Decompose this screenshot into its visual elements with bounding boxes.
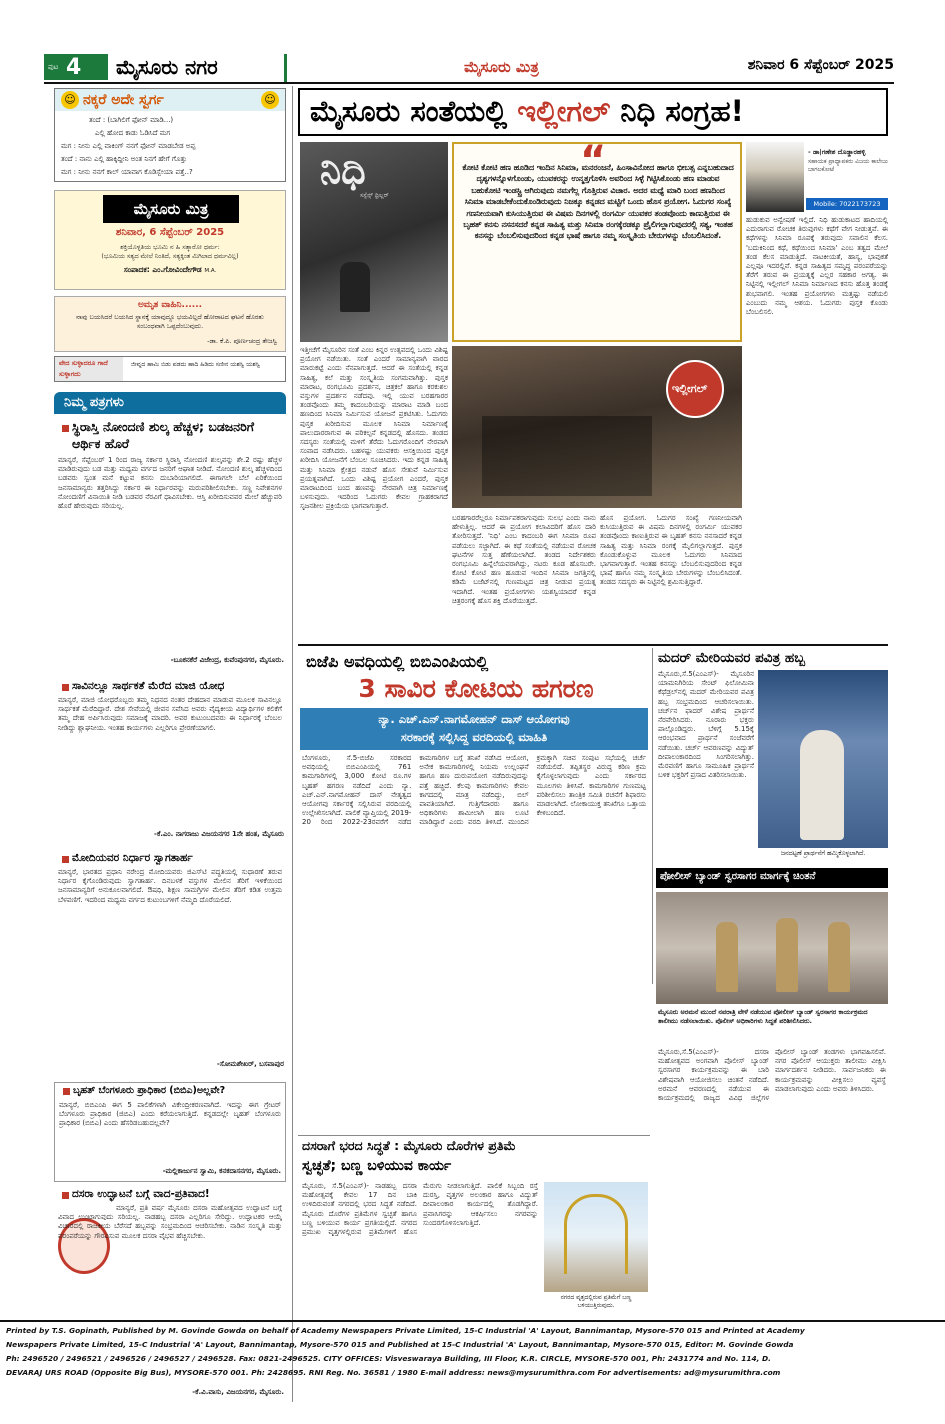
author-role: ಸಹಾಯಕ ಪ್ರಾಧ್ಯಾಪಕರು ವಿಜಯ ಕಾಲೇಜು ಬಾಗಲಕೋಟೆ <box>808 158 888 173</box>
footer-rule <box>0 1320 945 1322</box>
letter-headline: ಬೃಹತ್ ಬೆಂಗಳೂರು ಪ್ರಾಧಿಕಾರ (ಬಿಬಿಎ)ಅಲ್ಲವೇ? <box>73 1085 226 1096</box>
police-figure <box>828 922 850 992</box>
mother-mary-headline: ಮದರ್ ಮೇರಿಯವರ ಪವಿತ್ರ ಹಬ್ಬ <box>658 650 805 666</box>
joke-line: ತಂದೆ : (ಬಾಗಿಲಿಗೆ ಫೋನ್ ಮಾಡಿ...) <box>89 116 174 124</box>
joke-title: ನಕ್ಕರೆ ಅದೇ ಸ್ವರ್ಗ <box>83 92 164 108</box>
police-figure <box>716 922 738 992</box>
letters-title <box>54 392 286 414</box>
editor-suffix: M.A. <box>204 268 217 274</box>
bbmp-subhead-box <box>300 708 648 750</box>
lead-body-col4: ಹುಡುಕುವ ಅನ್ವೇಷಣೆ ಇಲ್ಲಿದೆ. ನಿಧಿ ಹುಡುಕಾಟದ ಹಾದಿಯಲ್ಲಿ ಎದುರಾಗುವ ರೋಚಕ ತಿರುವುಗಳು ಕಥೆಗೆ ವೇಗ ನೀಡುತ್ತವೆ. ಈ ಕಥೆಗಳನ್ನು ಸಿನಿಮಾ ರೂಪಕ್ಕೆ ತರುವುದು ಸವಾಲಿನ ಕೆಲಸ. 'ಬದುಕಿನಿಂದ ಕಥೆ, ಕಥೆಯಿಂದ ಸಿನಿಮಾ' ಎಂಬ ತತ್ವದ ಮೇಲೆ ತಂಡ ಕೆಲಸ ಮಾಡುತ್ತಿದೆ. ನಾಟಕೀಯತೆ, ಹಾಸ್ಯ, ಭಾವುಕತೆ ಎಲ್ಲವೂ ಇದರಲ್ಲಿವೆ. ಕನ್ನಡ ಸಾಹಿತ್ಯದ ಸಮೃದ್ಧ ಪರಂಪರೆಯನ್ನು ತೆರೆಗೆ ತರುವ ಈ ಪ್ರಯತ್ನಕ್ಕೆ ಎಲ್ಲರ ಸಹಕಾರ ಅಗತ್ಯ. ಈ ನಿಟ್ಟಿನಲ್ಲಿ ಇಲ್ಲೀಗಲ್ ಸಿನಿಮಾ ನಿರ್ಮಾಣದ ಕನಸು ಹೊತ್ತ ತಂಡಕ್ಕೆ ಶುಭವಾಗಲಿ. ಇಂತಹ ಪ್ರಯೋಗಗಳು ಮತ್ತಷ್ಟು ನಡೆಯಲಿ ಎಂಬುದು ನಮ್ಮ ಆಶಯ. ಓದುಗರು ಪುಸ್ತಕ ಕೊಂಡು ಬೆಂಬಲಿಸಲಿ. <box>746 216 888 317</box>
book-cover-title: ನಿಧಿ <box>320 148 366 192</box>
joke-line: ಮಗ : ನೀನು ಎಲ್ಲಿ ವಾಕಿಂಗ್ ನನಗೆ ಫೋನ್ ಮಾಡಬೇಡ ಅಪ್ಪ <box>61 142 196 150</box>
laughing-face-icon-2: ☺ <box>261 91 279 109</box>
dasara-headline-1: ದಸರಾಗೆ ಭರದ ಸಿದ್ಧತೆ : ಮೈಸೂರು ದೊರೆಗಳ ಪ್ರತಿಮೆ <box>302 1138 516 1153</box>
police-caption: ಮೈಸೂರು ಅರಮನೆ ಮುಂದೆ ನವರಾತ್ರಿ ವೇಳೆ ನಡೆಯುವ ಪೋಲೀಸ್ ಬ್ಯಾಂಡ್ ಸ್ವರಸಾಗರ ಕಾರ್ಯಕ್ರಮದ ತಾಲೀಮು ನಡೆಸಲಾಯಿತು. ಪೊಲೀಸ್ ಅಧಿಕಾರಿಗಳು ಸಿದ್ಧತೆ ಪರಿಶೀಲಿಸಿದರು. <box>658 1008 868 1025</box>
editor-line <box>55 265 285 275</box>
letter-body: ಮಾನ್ಯರೆ, ಸೆಪ್ಟೆಂಬರ್ 1 ರಿಂದ ರಾಜ್ಯ ಸರ್ಕಾರ ಸ್ಥಿರಾಸ್ತಿ ನೋಂದಣಿ ಶುಲ್ಕವನ್ನು ಶೇ.2 ರಷ್ಟು ಹೆಚ್ಚಳ ಮಾಡಿರುವುದು ಬಡ ಮತ್ತು ಮಧ್ಯಮ ವರ್ಗದ ಜನರಿಗೆ ಆಘಾತ ನೀಡಿದೆ. ನೋಂದಣಿ ಶುಲ್ಕ ಹೆಚ್ಚಳದಿಂದ ಬಡವರು ಸ್ವಂತ ಮನೆ ಕಟ್ಟುವ ಕನಸು ದುಬಾರಿಯಾಗಲಿದೆ. ಈಗಾಗಲೇ ಬೆಲೆ ಏರಿಕೆಯಿಂದ ಜನಸಾಮಾನ್ಯರು ತತ್ತರಿಸಿದ್ದು ಸರ್ಕಾರ ಈ ನಿರ್ಧಾರವನ್ನು ಮರುಪರಿಶೀಲಿಸಬೇಕು. ಸಣ್ಣ ನಿವೇಶನಗಳ ನೋಂದಣಿಗೆ ವಿನಾಯಿತಿ ನೀಡಿ ಬಡವರ ನೆರವಿಗೆ ಧಾವಿಸಬೇಕು. ಆಸ್ತಿ ಖರೀದಿಸುವವರ ಮೇಲೆ ಹೆಚ್ಚುವರಿ ಹೊರೆ ಹೇರುವುದು ಸರಿಯಲ್ಲ. <box>58 456 282 511</box>
joke-line: ಎಲ್ಲಿ ಹೋದ ಕಾಡು ಓಡಿಸಿದೆ ಮಗ <box>95 129 171 137</box>
paper-date: ಶನಿವಾರ, 6 ಸೆಪ್ಟೆಂಬರ್ 2025 <box>115 227 225 238</box>
letter-1 <box>54 418 286 674</box>
police-body: ಮೈಸೂರು,ಸೆ.5(ಎಂಎಸ್‌)- ದಸರಾ ಮಹೋತ್ಸವದ ಅಂಗವಾಗಿ ಪೊಲೀಸ್ ಬ್ಯಾಂಡ್ ಸ್ವರಸಾಗರ ಕಾರ್ಯಕ್ರಮವನ್ನು ಈ ಬಾರಿ ವಿಶೇಷವಾಗಿ ಆಯೋಜಿಸಲು ಚಿಂತನೆ ನಡೆದಿದೆ. ಅರಮನೆ ಆವರಣದಲ್ಲಿ ನಡೆಯುವ ಈ ಕಾರ್ಯಕ್ರಮದಲ್ಲಿ ರಾಜ್ಯದ ವಿವಿಧ ಜಿಲ್ಲೆಗಳ ಪೊಲೀಸ್ ಬ್ಯಾಂಡ್ ತಂಡಗಳು ಭಾಗವಹಿಸಲಿವೆ. ನಗರ ಪೊಲೀಸ್ ಆಯುಕ್ತರು ತಾಲೀಮು ವೀಕ್ಷಿಸಿ ಮಾರ್ಗದರ್ಶನ ನೀಡಿದರು. ಸಾರ್ವಜನಿಕರು ಈ ಕಾರ್ಯಕ್ರಮವನ್ನು ವೀಕ್ಷಿಸಲು ವ್ಯವಸ್ಥೆ ಮಾಡಲಾಗುವುದು ಎಂದು ಅವರು ತಿಳಿಸಿದರು. <box>658 1048 886 1103</box>
lead-body-col1: ಇತ್ತೀಚೆಗೆ ಮೈಸೂರಿನ ಸಂತೆ ಎಂಬ ಕಿನ್ನರ ಉತ್ಸವದಲ್ಲಿ ಒಂದು ವಿಶಿಷ್ಟ ಪ್ರಯೋಗ ನಡೆಯಿತು. ಸಂತೆ ಎಂದರೆ ಸಾಮಾನ್ಯವಾಗಿ ವಾರದ ಮಾರುಕಟ್ಟೆ ಎಂದು ನೆನಪಾಗುತ್ತದೆ. ಆದರೆ ಈ ಸಂತೆಯಲ್ಲಿ ಕನ್ನಡ ಸಾಹಿತ್ಯ, ಕಲೆ ಮತ್ತು ಸಂಸ್ಕೃತಿಯ ಸಂಗಮವಾಗಿತ್ತು. ಪುಸ್ತಕ ಮಾರಾಟ, ರಂಗಭೂಮಿ ಪ್ರದರ್ಶನ, ಚಿತ್ರಕಲೆ ಹಾಗೂ ಕರಕುಶಲ ವಸ್ತುಗಳ ಪ್ರದರ್ಶನ ನಡೆದವು. ಇಲ್ಲಿ ಯುವ ಬರಹಗಾರರ ತಂಡವೊಂದು ತಮ್ಮ ಕಾದಂಬರಿಯನ್ನು ಮಾರಾಟ ಮಾಡಿ ಬಂದ ಹಣದಿಂದ ಸಿನಿಮಾ ನಿರ್ಮಿಸುವ ಯೋಜನೆ ಪ್ರಕಟಿಸಿತು. ಓದುಗರು ಪುಸ್ತಕ ಖರೀದಿಸುವ ಮೂಲಕ ಸಿನಿಮಾ ನಿರ್ಮಾಣಕ್ಕೆ ಪಾಲುದಾರರಾಗುವ ಈ ಪರಿಕಲ್ಪನೆ ಕನ್ನಡದಲ್ಲಿ ಹೊಸದು. ತಂಡದ ಸದಸ್ಯರು ಸಂತೆಯಲ್ಲಿ ಮಳಿಗೆ ತೆರೆದು ಓದುಗರೊಂದಿಗೆ ನೇರವಾಗಿ ಸಂವಾದ ನಡೆಸಿದರು. ಬಹಳಷ್ಟು ಯುವಕರು ಆಸಕ್ತಿಯಿಂದ ಪುಸ್ತಕ ಖರೀದಿಸಿ ಯೋಜನೆಗೆ ಬೆಂಬಲ ಸೂಚಿಸಿದರು. ಇದು ಕನ್ನಡ ಸಾಹಿತ್ಯ ಮತ್ತು ಸಿನಿಮಾ ಕ್ಷೇತ್ರದ ನಡುವೆ ಹೊಸ ಸೇತುವೆ ನಿರ್ಮಿಸುವ ಪ್ರಯತ್ನವಾಗಿದೆ. ಒಂದು ವಿಶಿಷ್ಟ ಪ್ರಯೋಗ ಎಂದರೆ, ಪುಸ್ತಕ ಮಾರಾಟದಿಂದ ಬಂದ ಹಣವನ್ನು ನೇರವಾಗಿ ಚಿತ್ರ ನಿರ್ಮಾಣಕ್ಕೆ ಬಳಸುವುದು. ಇದರಿಂದ ಓದುಗರು ಕೇವಲ ಗ್ರಾಹಕರಾಗದೆ ಸೃಜನಶೀಲ ಪ್ರಕ್ರಿಯೆಯ ಭಾಗವಾಗುತ್ತಾರೆ. <box>300 346 448 511</box>
letters-title-text: ನಿಮ್ಮ ಪತ್ರಗಳು <box>64 395 124 410</box>
book-cover-subtitle: ಸಸ್ಪೆನ್ಸ್ ಥ್ರಿಲ್ಲರ್ <box>360 192 389 199</box>
police-band-photo <box>656 892 888 1004</box>
author-mobile: Mobile: 7022173723 <box>806 198 888 210</box>
mother-mary-body: ಮೈಸೂರು,ಸೆ.5(ಎಂಎಸ್‌)- ಮೈಸೂರಿನ ಯಾಮನಿಗಿರಿಯ ಸೇಂಟ್ ಫಿಲೋಮಿನಾ ಕೆಥೆಡ್ರಲ್‌ನಲ್ಲಿ ಮದರ್ ಮೇರಿಯವರ ಪವಿತ್ರ ಹಬ್ಬ ಸಂಭ್ರಮದಿಂದ ಆಚರಿಸಲಾಯಿತು. ಚರ್ಚ್‌ನ ಫಾದರ್ ವಿಶೇಷ ಪ್ರಾರ್ಥನೆ ನೆರವೇರಿಸಿದರು. ನೂರಾರು ಭಕ್ತರು ಪಾಲ್ಗೊಂಡಿದ್ದರು. ಬೆಳಿಗ್ಗೆ 5.15ಕ್ಕೆ ಆರಂಭವಾದ ಪ್ರಾರ್ಥನೆ ಸಂಜೆವರೆಗೆ ನಡೆಯಿತು. ಚರ್ಚ್ ಆವರಣವನ್ನು ವಿದ್ಯುತ್ ದೀಪಾಲಂಕಾರದಿಂದ ಸಿಂಗರಿಸಲಾಗಿತ್ತು. ಮೆರವಣಿಗೆ ಹಾಗೂ ಸಾಮೂಹಿಕ ಪ್ರಾರ್ಥನೆ ಬಳಿಕ ಭಕ್ತರಿಗೆ ಪ್ರಸಾದ ವಿತರಿಸಲಾಯಿತು. <box>658 670 754 780</box>
pull-quote-text: ಕೋಟಿ ಕೋಟಿ ಹಣ ಹೂಡಿದ ಇಂದಿನ ಸಿನಿಮಾ, ಮನರಂಜನೆ, ಹಿಂಸಾವಿನೋದ ಹಾಗೂ ಭೀಬತ್ಸ ಎನ್ನಬಹುದಾದ ದೃಶ್ಯಗಳನ್ನೊಳಗೊಂಡು, ಯುವಕರನ್ನು ಉನ್ಮತ್ತಗೊಳಿಸಿ ಅವರಿಂದ ಸಿಳ್ಳೆ ಗಿಟ್ಟಿಸಿಕೊಂಡು ಹಣ ಮಾಡುವ ಬಹುಕೋಟಿ ಇಂಡಸ್ಟ್ರಿ ಆಗಿರುವುದು ನಮಗೆಲ್ಲ ಗೊತ್ತಿರುವ ವಿಚಾರ. ಅದರ ಮಧ್ಯೆ ಮಾರಿ ಬಂದ ಹಣದಿಂದ ಸಿನಿಮಾ ಮಾಡಬೇಕೆಂದುಕೊಂಡಿರುವುದು ನಿಜಕ್ಕೂ ಕನ್ನಡದ ಮಟ್ಟಿಗೆ ಒಂದು ಹೊಸ ಪ್ರಯೋಗ. ಓದುಗರ ಸಂಖ್ಯೆ ಗಣನೀಯವಾಗಿ ಕುಸಿಯುತ್ತಿರುವ ಈ ವಿಷಮ ದಿನಗಳಲ್ಲಿ ರಂಗರ್ಮಿ ಯುವಕರ ತಂಡವೊಂದು ಕಾಣುತ್ತಿರುವ ಈ ಬೃಹತ್ ಕನಸು ನಸನಸದರೆ ಕನ್ನಡ ಸಾಹಿತ್ಯ ಮತ್ತು ಸಿನಿಮಾ ರಂಗಕ್ಕೆರಡಕ್ಕೂ ಪ್ರೈಲಿಗಲ್ಲಾಗುವುದರಲ್ಲಿ ಸತ್ಯ, ಇಂತಹ ಕನಸನ್ನು ಬೆಂಬಲಿಸುವುದರಿಂದ ಕನ್ನಡ ಭಾಷೆ ಹಾಗೂ ನಮ್ಮ ಸಂಸ್ಕೃತಿಯ ಬೇರುಗಳನ್ನು ಬೆಂಬಲಿಸಿದಂತೆ. <box>462 163 734 241</box>
mother-mary-caption: ಜನದಟ್ಟಣೆ ಪ್ರಾರ್ಥನೆಗೆ ಹಮ್ಮಿಕೊಳ್ಳಲಾಗಿದೆ. <box>780 850 866 857</box>
joke-line: ಮಗ : ನೀನು ನನಗೆ ಕಾಲ್ ಯಾವಾಗ ಕೊಡಿಸ್ಬೇಯಾ ಪತ್ತೆ..? <box>61 168 193 176</box>
statue-figure <box>800 730 844 840</box>
page-number: 4 <box>66 54 82 80</box>
joke-lines <box>61 114 281 179</box>
movie-poster-title-text: ಇಲ್ಲೀಗಲ್ <box>672 382 708 395</box>
edition-date: ಶನಿವಾರ 6 ಸೆಪ್ಟೆಂಬರ್ 2025 <box>747 57 894 73</box>
mother-mary-story <box>656 650 888 866</box>
dasara-body: ಮೈಸೂರು, ಸೆ.5(ಎಂಎಸ್‌)- ನಾಡಹಬ್ಬ ದಸರಾ ಮಹೋತ್ಸವಕ್ಕೆ ಕೇವಲ 17 ದಿನ ಬಾಕಿ ಉಳಿದಿರುವಂತೆ ನಗರದಲ್ಲಿ ಭರದ ಸಿದ್ಧತೆ ನಡೆದಿದೆ. ಮೈಸೂರು ದೊರೆಗಳ ಪ್ರತಿಮೆಗಳ ಸ್ವಚ್ಛತೆ ಹಾಗೂ ಬಣ್ಣ ಬಳಿಯುವ ಕಾರ್ಯ ಪ್ರಗತಿಯಲ್ಲಿದೆ. ನಗರದ ಪ್ರಮುಖ ವೃತ್ತಗಳಲ್ಲಿರುವ ಪ್ರತಿಮೆಗಳಿಗೆ ಹೊಸ ಮೆರುಗು ನೀಡಲಾಗುತ್ತಿದೆ. ಪಾಲಿಕೆ ಸಿಬ್ಬಂದಿ ರಸ್ತೆ ದುರಸ್ತಿ, ವೃತ್ತಗಳ ಅಲಂಕಾರ ಹಾಗೂ ವಿದ್ಯುತ್ ದೀಪಾಲಂಕಾರ ಕಾರ್ಯದಲ್ಲಿ ತೊಡಗಿದ್ದಾರೆ. ಪ್ರವಾಸಿಗರನ್ನು ಆಕರ್ಷಿಸಲು ನಗರವನ್ನು ಸುಂದರಗೊಳಿಸಲಾಗುತ್ತಿದೆ. <box>302 1182 538 1237</box>
joke-line: ತಂದೆ : ನಾನು ಎಲ್ಲಿ ಹಾಕ್ಕಿದ್ದೀನಿ ಅಂತ ನಿನಗೆ ಹೇಗೆ ಗೊತ್ತು <box>61 155 187 163</box>
page-label: ಪುಟ <box>48 62 59 71</box>
lead-headline-box <box>298 88 888 136</box>
bbmp-story <box>298 650 650 984</box>
book-cover-figure <box>340 262 370 312</box>
masthead-rule <box>44 82 894 84</box>
veda-proverb: ವೇದ ಸುಳ್ಳಾದರೂ ಗಾದೆ ಸುಳ್ಳಾಗದು <box>55 357 123 381</box>
veda-box <box>54 356 286 382</box>
pull-quote-box <box>452 138 742 342</box>
letter-bullet <box>62 425 69 432</box>
letter-bullet <box>62 684 69 691</box>
author-name: - ಡಾ|ಗಣೇಶ ದೊಡ್ಡಾರಹಳ್ಳಿ <box>808 148 866 156</box>
page-number-badge <box>44 54 108 80</box>
bbmp-subhead-2: ಸರಕಾರಕ್ಕೆ ಸಲ್ಲಿಸಿದ್ದ ವರದಿಯಲ್ಲಿ ಮಾಹಿತಿ <box>400 730 548 744</box>
movie-poster-title <box>666 360 724 418</box>
author-photo <box>746 142 804 212</box>
lead-body-col3: ಹೊಸ ಪ್ರಯೋಗ. ಓದುಗರ ಸಂಖ್ಯೆ ಗಣನೀಯವಾಗಿ ಕುಸಿಯುತ್ತಿರುವ ಈ ವಿಷಮ ದಿನಗಳಲ್ಲಿ ರಂಗರ್ಮಿ ಯುವಕರ ತಂಡವೊಂದು ಕಾಣುತ್ತಿರುವ ಈ ಬೃಹತ್ ಕನಸು ನನಸಾದರೆ ಕನ್ನಡ ಸಾಹಿತ್ಯ ಮತ್ತು ಸಿನಿಮಾ ರಂಗಕ್ಕೆ ಮೈಲಿಗಲ್ಲಾಗುತ್ತದೆ. ಪುಸ್ತಕ ಕೊಂಡುಕೊಳ್ಳುವ ಮೂಲಕ ಓದುಗರು ಸಿನಿಮಾದ ಭಾಗವಾಗುತ್ತಾರೆ. ಇಂತಹ ಕನಸನ್ನು ಬೆಂಬಲಿಸುವುದರಿಂದ ಕನ್ನಡ ಭಾಷೆ ಹಾಗೂ ನಮ್ಮ ಸಂಸ್ಕೃತಿಯ ಬೇರುಗಳನ್ನು ಬೆಂಬಲಿಸಿದಂತೆ. ತಂಡದ ಸದಸ್ಯರು ಈ ನಿಟ್ಟಿನಲ್ಲಿ ಶ್ರಮಿಸುತ್ತಿದ್ದಾರೆ. <box>600 514 742 587</box>
letter-signature: -ಕೆ.ಎಂ. ನಾಗರಾಜು ವಿಜಯನಗರ 1ನೇ ಹಂತ, ಮೈಸೂರು <box>154 830 284 838</box>
paper-logo: ಮೈಸೂರು ಮಿತ್ರ <box>103 195 239 223</box>
imprint-line-1: Printed by T.S. Gopinath, Published by M. Govinde Gowda on behalf of Academy Newspapers Private Limited, 15-C Industrial 'A' Layout, Bannimantap, Mysore-570 015 and Printed at Academy <box>6 1326 805 1335</box>
amrutha-box <box>54 296 286 352</box>
letter-body: ಮಾನ್ಯರೆ, ಮಾಜಿ ಯೋಧರೊಬ್ಬರು ತಮ್ಮ ನಿಧನದ ನಂತರ ದೇಹದಾನ ಮಾಡುವ ಮೂಲಕ ಸಾವಿನಲ್ಲೂ ಸಾರ್ಥಕತೆ ಮೆರೆದಿದ್ದಾರೆ. ದೇಶ ಸೇವೆಯಲ್ಲಿ ಜೀವನ ಸವೆಸಿದ ಅವರು ವೈದ್ಯಕೀಯ ವಿದ್ಯಾರ್ಥಿಗಳ ಕಲಿಕೆಗೆ ತಮ್ಮ ದೇಹ ಅರ್ಪಿಸಿರುವುದು ಸಮಾಜಕ್ಕೆ ಮಾದರಿ. ಅವರ ಕುಟುಂಬದವರು ಈ ನಿರ್ಧಾರಕ್ಕೆ ಬೆಂಬಲ ನೀಡಿದ್ದು ಶ್ಲಾಘನೀಯ. ಇಂತಹ ಕಾರ್ಯಗಳು ಎಲ್ಲರಿಗೂ ಪ್ರೇರಣೆಯಾಗಲಿ. <box>58 696 282 732</box>
lead-body-col2: ಬರಹಗಾರರೆಲ್ಲರೂ ನಿರ್ಮಾಪಕರಾಗುವುದು ಸುಲಭ ಎಂದು ನಾನು ಹೇಳುತ್ತಿಲ್ಲ. ಆದರೆ ಈ ಪ್ರಯೋಗ ಕಲಾವಿದರಿಗೆ ಹೊಸ ದಾರಿ ತೋರಿಸುತ್ತದೆ. 'ನಿಧಿ' ಎಂಬ ಕಾದಂಬರಿ ಈಗ ಸಿನಿಮಾ ರೂಪ ಪಡೆಯಲು ಸಜ್ಜಾಗಿದೆ. ಈ ಕಥೆ ಸಂತೆಯಲ್ಲಿ ನಡೆಯುವ ರೋಚಕ ಘಟನೆಗಳ ಸುತ್ತ ಹೆಣೆಯಲಾಗಿದೆ. ತಂಡದ ನಿರ್ದೇಶಕರು ರಂಗಭೂಮಿ ಹಿನ್ನೆಲೆಯವರಾಗಿದ್ದು, ನಟರು ಕೂಡ ಹೊಸಬರೇ. ಕೋಟಿ ಕೋಟಿ ಹಣ ಹೂಡುವ ಇಂದಿನ ಸಿನಿಮಾ ಜಗತ್ತಿನಲ್ಲಿ ಕಡಿಮೆ ಬಜೆಟ್‌ನಲ್ಲಿ ಗುಣಮಟ್ಟದ ಚಿತ್ರ ನೀಡುವ ಪ್ರಯತ್ನ ಇದಾಗಿದೆ. ಇಂತಹ ಪ್ರಯೋಗಗಳು ಯಶಸ್ವಿಯಾದರೆ ಕನ್ನಡ ಚಿತ್ರರಂಗಕ್ಕೆ ಹೊಸ ಶಕ್ತಿ ದೊರೆಯುತ್ತದೆ. <box>452 514 596 605</box>
dasara-caption: ನಗರದ ವೃತ್ತದಲ್ಲಿರುವ ಪ್ರತಿಮೆಗೆ ಬಣ್ಣ ಬಳಿಯುತ್ತಿರುವುದು. <box>560 1294 632 1309</box>
laughing-face-icon: ☺ <box>61 91 79 109</box>
letter-signature: -ಬೂಕನಕೆರೆ ವಿಜೇಂದ್ರ, ಕುವೆಂಪುನಗರ, ಮೈಸೂರು. <box>170 656 284 664</box>
imprint-footer <box>6 1324 939 1384</box>
letter-signature: -ಮಲ್ಲಿಕಾರ್ಜುನ ಸ್ವಾಮಿ, ಕನಕದಾಸನಗರ, ಮೈಸೂರು. <box>162 1167 281 1175</box>
letter-signature: -ಸೋಮಶೇಖರ್, ಬಸವಾಪುರ <box>216 1060 284 1068</box>
letter-headline: ಸಾವಿನಲ್ಲೂ ಸಾರ್ಥಕತೆ ಮೆರೆದ ಮಾಜಿ ಯೋಧ <box>72 680 225 692</box>
letter-body: ಮಾನ್ಯರೆ, ಪ್ರತಿ ವರ್ಷ ಮೈಸೂರು ದಸರಾ ಮಹೋತ್ಸವದ ಉದ್ಘಾಟನೆ ಬಗ್ಗೆ ವಿವಾದ ಉಂಟಾಗುವುದು ಸರಿಯಲ್ಲ. ನಾಡಹಬ್ಬ ದಸರಾ ಎಲ್ಲರಿಗೂ ಸೇರಿದ್ದು. ಉದ್ಘಾಟಕರ ಆಯ್ಕೆ ವಿಚಾರದಲ್ಲಿ ರಾಜಕೀಯ ಬೆರೆಸದೆ ಹಬ್ಬವನ್ನು ಸಂಭ್ರಮದಿಂದ ಆಚರಿಸಬೇಕು. ನಾಡಿನ ಸಂಸ್ಕೃತಿ ಮತ್ತು ಪರಂಪರೆಯನ್ನು ಗೌರವಿಸುವ ಮೂಲಕ ದಸರಾ ವೈಭವ ಹೆಚ್ಚಿಸಬೇಕು. <box>58 1204 282 1240</box>
imprint-line-3: Ph: 2496520 / 2496521 / 2496526 / 2496527 / 2496528. Fax: 0821-2496525. CITY OFFICES: Visveswaraya Building, III Floor, K.R. CIRCLE, MYSORE-570 001, Ph: 2431774 and No. 114, D. <box>6 1354 771 1363</box>
dasara-headline-2: ಸ್ವಚ್ಛತೆ; ಬಣ್ಣ ಬಳಿಯುವ ಕಾರ್ಯ <box>302 1158 452 1174</box>
joke-box <box>54 88 286 182</box>
column-divider <box>292 86 293 1402</box>
imprint-line-4: DEVARAJ URS ROAD (Opposite Big Bus), MYSORE-570 001. Ph: 2428695. RNI Reg. No. 36581 / 1980 E-mail address: news@mysurumithra.com For advertisements: ad@mysurumithra.com <box>6 1368 781 1377</box>
paper-box <box>54 190 286 290</box>
movie-poster-image <box>452 346 742 508</box>
section-title: ಮೈಸೂರು ನಗರ <box>116 55 218 79</box>
letter-headline: ಮೋದಿಯವರ ನಿರ್ಧಾರ ಸ್ವಾಗತಾರ್ಹ <box>72 852 193 864</box>
statue-canopy <box>564 1194 628 1274</box>
letter-signature: -ಕೆ.ವಿ.ವಾಸು, ವಿಜಯನಗರ, ಮೈಸೂರು. <box>192 1388 284 1396</box>
police-headline: ಪೋಲೀಸ್ ಬ್ಯಾಂಡ್ ಸ್ವರಸಾಗರ ಮಾರ್ಗಕ್ಕೆ ಚಿಂತನೆ <box>660 871 816 882</box>
lead-bottom-rule <box>298 644 888 646</box>
letters-section <box>54 392 286 1402</box>
bbmp-divider <box>652 648 653 984</box>
letter-headline: ದಸರಾ ಉದ್ಘಾಟನೆ ಬಗ್ಗೆ ವಾದ-ಪ್ರತಿವಾದ! <box>72 1188 210 1200</box>
editor-name: ಸಂಪಾದಕ: ಎಂ.ಗೋವಿಂದೇಗೌಡ <box>123 265 202 274</box>
letter-bullet <box>62 856 69 863</box>
letter-4 <box>54 1082 286 1182</box>
author-box <box>746 142 888 212</box>
letter-2 <box>54 680 286 846</box>
lead-headline-part1: ಮೈಸೂರು ಸಂತೆಯಲ್ಲಿ <box>310 94 518 128</box>
subhashita-meaning: (ಭೂಮಿಯ ಸತ್ಯದ ಮೇಲೆ ನಿಂತಿದೆ, ಸತ್ಯಕ್ಕಿಂತ ಮಿಗಿಲಾದ ಧರ್ಮವಿಲ್ಲ) <box>101 253 239 260</box>
subhashita: ಶಕ್ತಿಯೊಳ್ಳತಿಯ ಭೂಮಿ ನ ಹಿ ಸತ್ಕಾರೋ ಧರ್ಮ: <box>120 243 220 251</box>
book-cover-image <box>300 142 448 342</box>
amrutha-author: -ಡಾ. ಕೆ.ಪಿ. ಪೂರ್ಣಚಂದ್ರ ತೇಜಸ್ವಿ <box>207 337 277 345</box>
dasara-story <box>298 1138 650 1309</box>
mother-mary-photo <box>758 670 888 848</box>
lead-headline-highlight: ಇಲ್ಲೀಗಲ್ <box>517 94 611 128</box>
paper-name: ಮೈಸೂರು ಮಿತ್ರ <box>464 58 539 76</box>
veda-note: ಜೀವ್ನದ ಹಾಮಿ ಬಿಡು ಪಡದು ಹಾದಿ ಹಿಡಿದು ಸಣೀನ ಯಶಸ್ವಿ ಯಶಸ್ವಿ <box>131 361 261 368</box>
bbmp-headline: 3 ಸಾವಿರ ಕೋಟಿಯ ಹಗರಣ <box>358 674 594 703</box>
movie-poster-cast <box>482 416 652 496</box>
letter-3 <box>54 852 286 1076</box>
masthead-divider <box>284 54 287 82</box>
bbmp-body: ಬೆಂಗಳೂರು, ಸೆ.5-ಬಿಜೆಪಿ ಸರಕಾರದ ಅವಧಿಯಲ್ಲಿ ಬಿಬಿಎಂಪಿಯಲ್ಲಿ 761 ಕಾಮಗಾರಿಗಳಲ್ಲಿ 3,000 ಕೋಟಿ ರೂ.ಗಳ ಬೃಹತ್ ಹಗರಣ ನಡೆದಿದೆ ಎಂದು ನ್ಯಾ. ಎಚ್.ಎನ್.ನಾಗಮೋಹನ್ ದಾಸ್ ನೇತೃತ್ವದ ಆಯೋಗವು ಸರ್ಕಾರಕ್ಕೆ ಸಲ್ಲಿಸಿರುವ ವರದಿಯಲ್ಲಿ ಉಲ್ಲೇಖಿಸಲಾಗಿದೆ. ಪಾಲಿಕೆ ವ್ಯಾಪ್ತಿಯಲ್ಲಿ 2019-20 ರಿಂದ 2022-23ರವರೆಗೆ ನಡೆದ ಕಾಮಗಾರಿಗಳ ಬಗ್ಗೆ ತನಿಖೆ ನಡೆಸಿದ ಆಯೋಗ, ಅನೇಕ ಕಾಮಗಾರಿಗಳಲ್ಲಿ ನಿಯಮ ಉಲ್ಲಂಘನೆ ಹಾಗೂ ಹಣ ದುರುಪಯೋಗ ನಡೆದಿರುವುದನ್ನು ಪತ್ತೆ ಹಚ್ಚಿದೆ. ಕೆಲವು ಕಾಮಗಾರಿಗಳು ಕೇವಲ ಕಾಗದದಲ್ಲಿ ಮಾತ್ರ ನಡೆದಿದ್ದು, ಬಿಲ್ ಪಾವತಿಯಾಗಿದೆ. ಗುತ್ತಿಗೆದಾರರು ಹಾಗೂ ಅಧಿಕಾರಿಗಳು ಶಾಮೀಲಾಗಿ ಹಣ ಲೂಟಿ ಮಾಡಿದ್ದಾರೆ ಎಂದು ವರದಿ ತಿಳಿಸಿದೆ. ಮುಂದಿನ ಕ್ರಮಕ್ಕಾಗಿ ಸಚಿವ ಸಂಪುಟ ಸಭೆಯಲ್ಲಿ ಚರ್ಚೆ ನಡೆಯಲಿದೆ. ತಪ್ಪಿತಸ್ಥರ ವಿರುದ್ಧ ಕಠಿಣ ಕ್ರಮ ಕೈಗೊಳ್ಳಲಾಗುವುದು ಎಂದು ಸರ್ಕಾರದ ಮೂಲಗಳು ತಿಳಿಸಿವೆ. ಕಾಮಗಾರಿಗಳ ಗುಣಮಟ್ಟ ಪರಿಶೀಲಿಸಲು ತಾಂತ್ರಿಕ ಸಮಿತಿ ರಚನೆಗೆ ಶಿಫಾರಸು ಮಾಡಲಾಗಿದೆ. ಲೋಕಾಯುಕ್ತ ತನಿಖೆಗೂ ಒತ್ತಾಯ ಕೇಳಿಬಂದಿದೆ. <box>302 754 646 827</box>
police-headline-box <box>656 868 888 888</box>
imprint-line-2: Newspapers Private Limited, 15-C Industrial 'A' Layout, Bannimantap, Mysore-570 015 and Published at 15-C Industrial 'A' Layout, Bannimantap, Mysore-570 015, Editor: M. Govinde Gowda <box>6 1340 794 1349</box>
police-figure <box>776 918 798 992</box>
letter-body: ಮಾನ್ಯರೆ, ಭಾರತದ ಪ್ರಧಾನಿ ನರೇಂದ್ರ ಮೋದಿಯವರು ಜಿಎಸ್‌ಟಿ ಪದ್ಧತಿಯಲ್ಲಿ ಸುಧಾರಣೆ ತರುವ ನಿರ್ಧಾರ ಕೈಗೊಂಡಿರುವುದು ಸ್ವಾಗತಾರ್ಹ. ದಿನಬಳಕೆ ವಸ್ತುಗಳ ಮೇಲಿನ ತೆರಿಗೆ ಇಳಿಕೆಯಿಂದ ಜನಸಾಮಾನ್ಯರಿಗೆ ಅನುಕೂಲವಾಗಲಿದೆ. ಔಷಧಿ, ಶಿಕ್ಷಣ ಸಾಮಗ್ರಿಗಳ ಮೇಲಿನ ತೆರಿಗೆ ಕಡಿತ ಉತ್ತಮ ಬೆಳವಣಿಗೆ. ಇದರಿಂದ ಮಧ್ಯಮ ವರ್ಗದ ಕುಟುಂಬಗಳಿಗೆ ನೆಮ್ಮದಿ ದೊರೆಯಲಿದೆ. <box>58 868 282 904</box>
amrutha-title: ಅಮೃತ ವಾಹಿನಿ...... <box>137 300 203 310</box>
masthead <box>44 52 894 84</box>
dasara-statue-photo <box>544 1182 648 1292</box>
lead-headline <box>310 94 744 129</box>
lead-headline-part2: ನಿಧಿ ಸಂಗ್ರಹ! <box>610 94 744 128</box>
amrutha-text: ನಾವು ಬಯಸಿದರೆ ಬಯಸಿದ ಸ್ಥಾನಕ್ಕೆ ಯಾವುದ್ದೂ ಭಯವಿಲ್ಲದೆ ಹೋರಾಟದ ಘಟನೆ ಹೊರತು ಸಂಬಂಧವಾಗಿ ಒಪ್ಪದೆಂಬುವುದು. <box>76 313 264 330</box>
open-quote-icon: “ <box>580 138 607 184</box>
bbmp-subhead-1: ನ್ಯಾ. ಎಚ್.ಎನ್.ನಾಗಮೋಹನ್ ದಾಸ್ ಆಯೋಗವು <box>378 712 570 726</box>
letter-bullet <box>62 1192 69 1199</box>
bbmp-kicker: ಬಿಜೆಪಿ ಅವಧಿಯಲ್ಲಿ ಬಿಬಿಎಂಪಿಯಲ್ಲಿ <box>306 652 489 671</box>
dasara-top-rule <box>298 1135 650 1136</box>
letter-headline: ಸ್ಥಿರಾಸ್ತಿ ನೋಂದಣಿ ಶುಲ್ಕ ಹೆಚ್ಚಳ; ಬಡಜನರಿಗೆ ಆರ್ಥಿಕ ಹೊರೆ <box>72 419 254 451</box>
letter-body: ಮಾನ್ಯರೆ, ಬಿಬಿಎಂಪಿ ಈಗ 5 ಪಾಲಿಕೆಗಳಾಗಿ ವಿಕೇಂದ್ರೀಕರಣವಾಗಿದೆ. ಇದನ್ನು ಈಗ ಗ್ರೇಟರ್ ಬೆಂಗಳೂರು ಪ್ರಾಧಿಕಾರ (ಜಿಬಿಎ) ಎಂದು ಕರೆಯಲಾಗುತ್ತಿದೆ. ಕನ್ನಡದಲ್ಲೇ ಬೃಹತ್ ಬೆಂಗಳೂರು ಪ್ರಾಧಿಕಾರ (ಬಿಬಿಎ) ಎಂದು ಹೆಸರಿಡಬಹುದಲ್ಲವೇ? <box>59 1101 281 1128</box>
letter-bullet <box>63 1088 70 1095</box>
